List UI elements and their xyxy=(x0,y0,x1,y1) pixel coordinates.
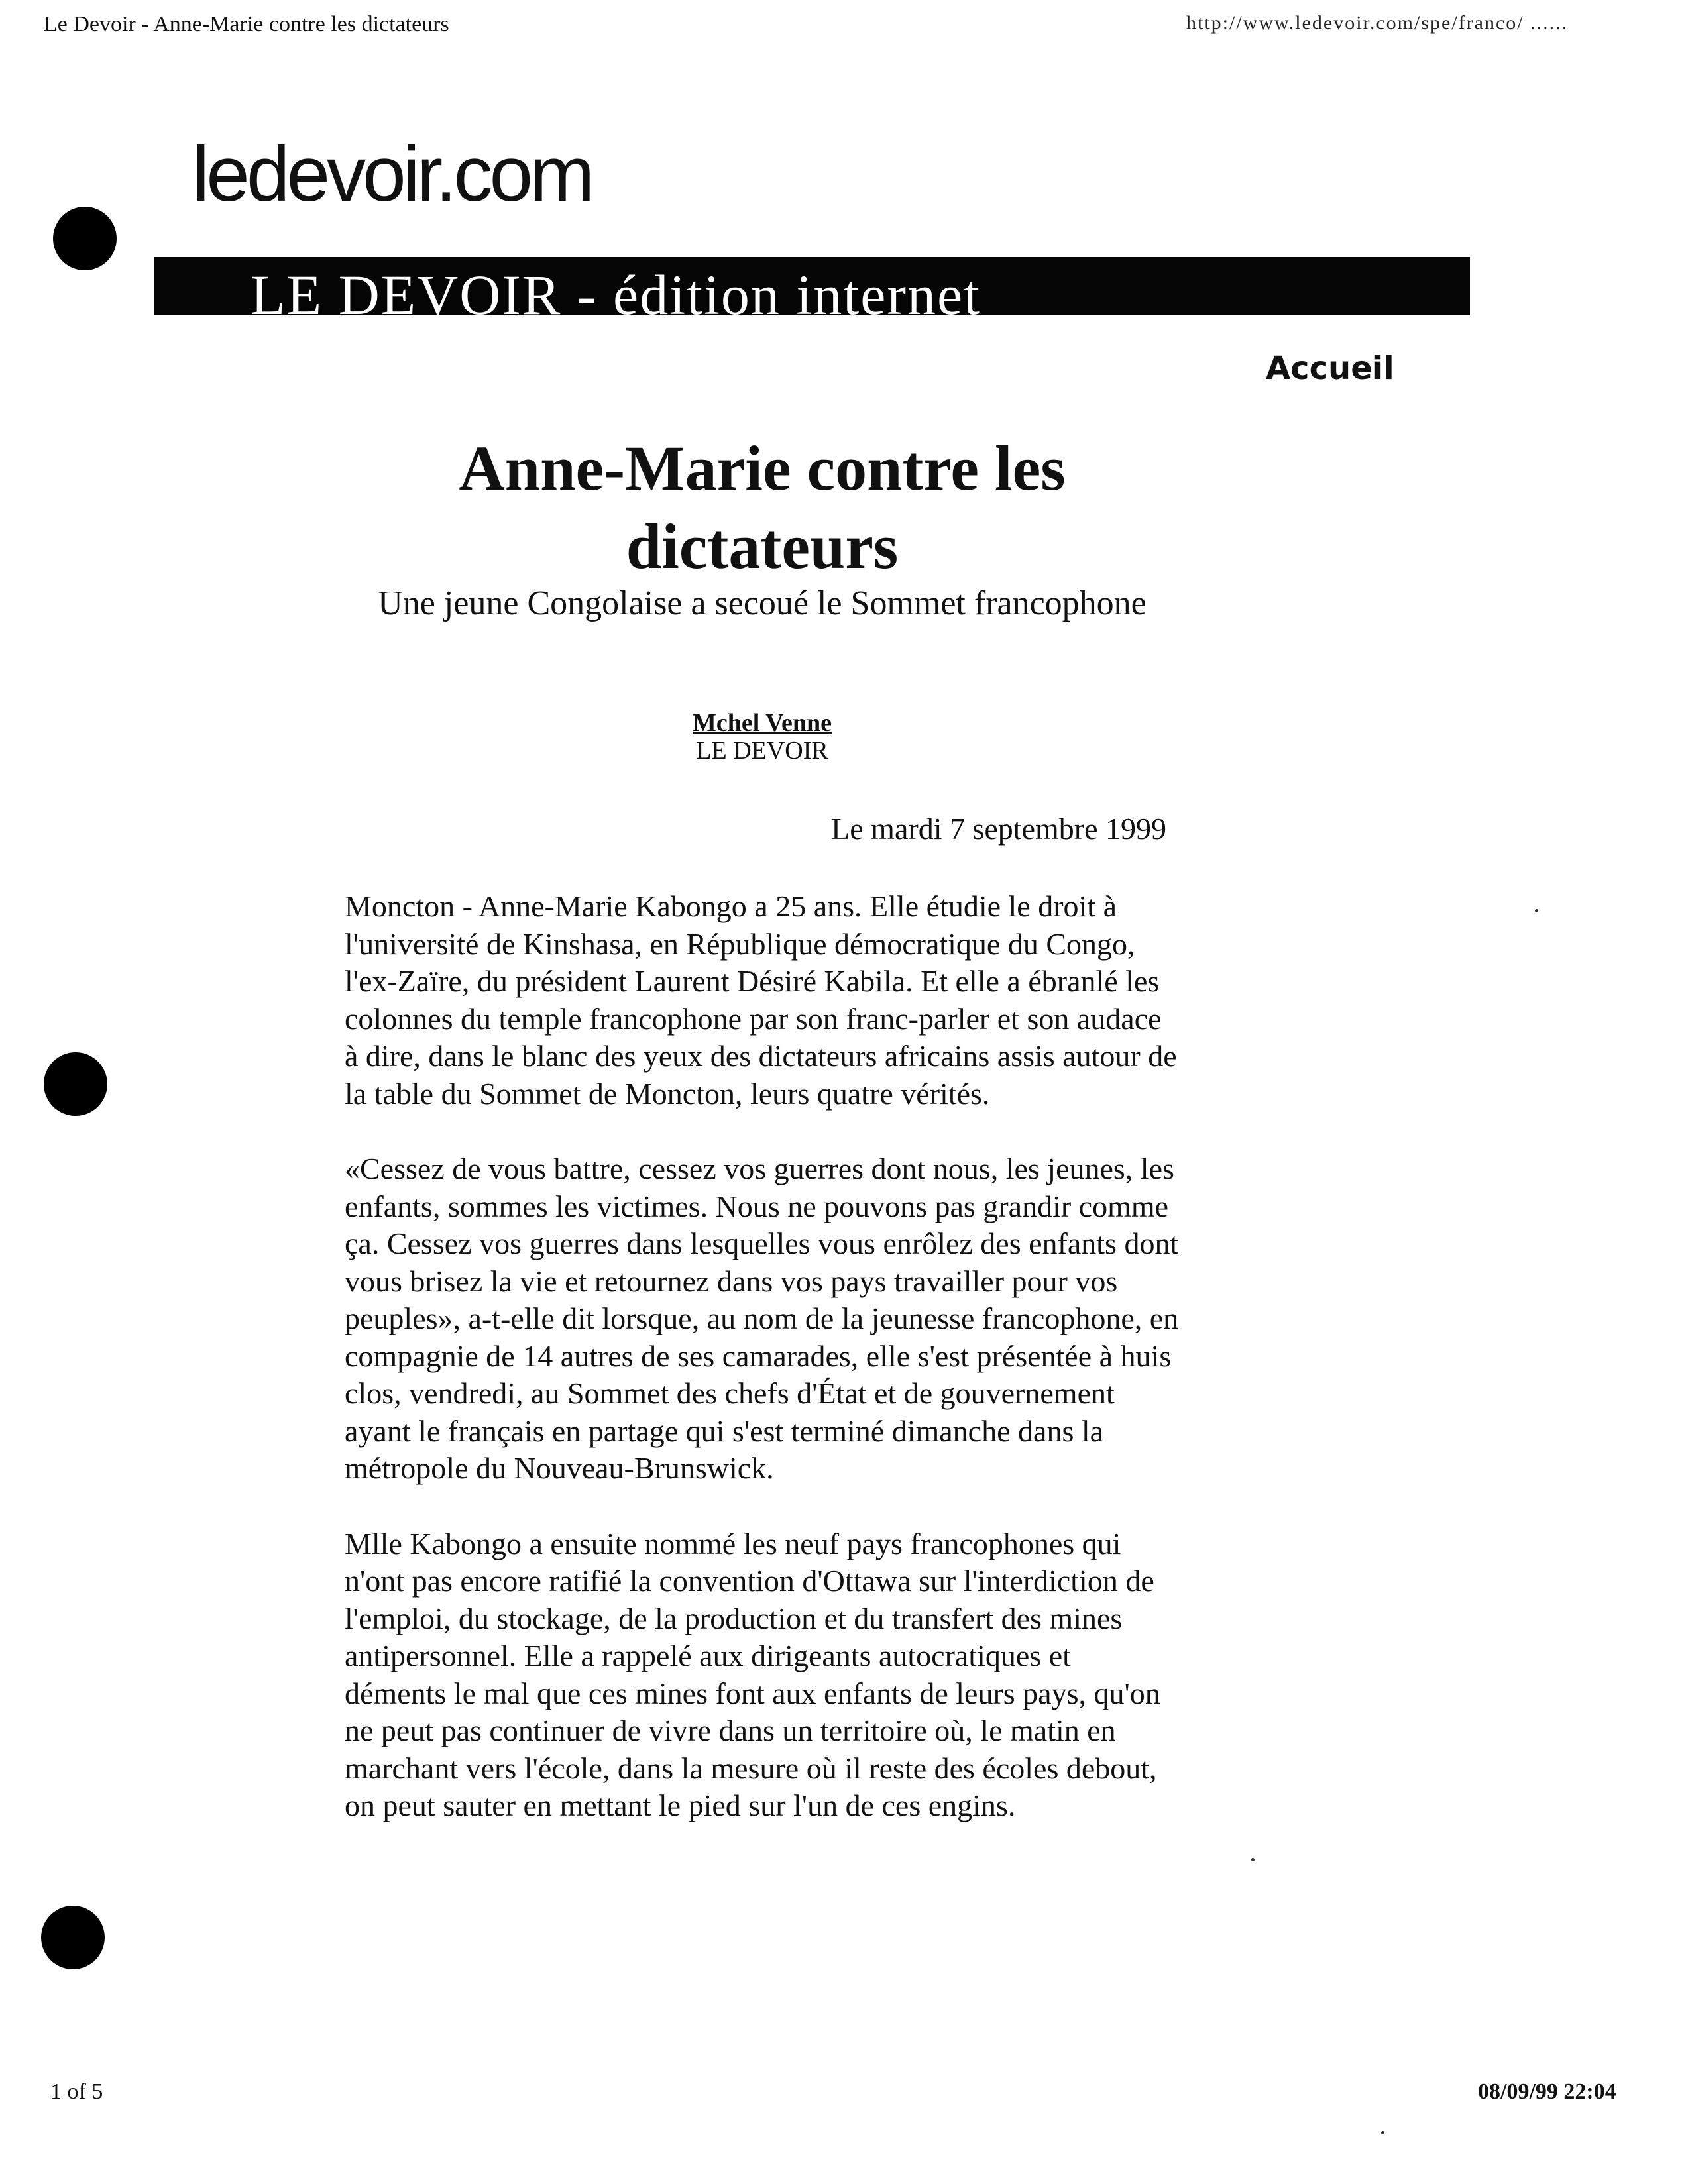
article-date: Le mardi 7 septembre 1999 xyxy=(831,812,1166,846)
print-header-url: http://www.ledevoir.com/spe/franco/ ...... xyxy=(1186,12,1569,34)
article-headline: Anne-Marie contre les dictateurs xyxy=(459,433,1066,582)
author-link[interactable]: Mchel Venne xyxy=(692,709,832,737)
edition-banner xyxy=(154,257,1470,315)
paragraph: Moncton - Anne-Marie Kabongo a 25 ans. Elle étudie le droit à l'université de Kinshasa, en République démocratique du Congo, l'ex-Zaïre, du président Laurent Désiré Kabila. Et elle a ébranlé les colonnes du temple francophone par son franc-parler et son audace à dire, dans le blanc des yeux des dictateurs africains assis autour de la table du Sommet de Moncton, leurs quatre vérités. xyxy=(345,889,1177,1111)
article-body xyxy=(345,888,1180,1863)
article-subheadline: Une jeune Congolaise a secoué le Sommet francophone xyxy=(378,584,1147,622)
paragraph: «Cessez de vous battre, cessez vos guerres dont nous, les jeunes, les enfants, sommes les victimes. Nous ne pouvons pas grandir comme ça. Cessez vos guerres dans lesquelles vous enrôlez des enfants dont vous brisez la vie et retournez dans vos pays travailler pour vos peuples», a-t-elle dit lorsque, au nom de la jeunesse francophone, en compagnie de 14 autres de ses camarades, elle s'est présentée à huis clos, vendredi, au Sommet des chefs d'État et de gouvernement ayant le français en partage qui s'est terminé dimanche dans la métropole du Nouveau-Brunswick. xyxy=(345,1152,1179,1485)
paragraph: Mlle Kabongo a ensuite nommé les neuf pays francophones qui n'ont pas encore ratifié la convention d'Ottawa sur l'interdiction de l'emploi, du stockage, de la production et du transfert des mines antipersonnel. Elle a rappelé aux dirigeants autocratiques et déments le mal que ces mines font aux enfants de leurs pays, qu'on ne peut pas continuer de vivre dans un territoire où, le matin en marchant vers l'école, dans la mesure où il reste des écoles debout, on peut sauter en mettant le pied sur l'un de ces engins. xyxy=(345,1526,1160,1822)
print-footer-datetime: 08/09/99 22:04 xyxy=(1478,2079,1616,2104)
print-footer-page: 1 of 5 xyxy=(50,2079,103,2104)
print-header-title: Le Devoir - Anne-Marie contre les dictateurs xyxy=(44,12,449,36)
edition-banner-text: LE DEVOIR - édition internet xyxy=(251,263,981,315)
binder-hole-top xyxy=(53,207,117,270)
scan-speck xyxy=(1251,1858,1255,1861)
scan-speck xyxy=(1381,2131,1384,2134)
publication-name: LE DEVOIR xyxy=(696,737,828,765)
binder-hole-middle xyxy=(44,1052,107,1116)
binder-hole-bottom xyxy=(41,1906,105,1969)
home-link[interactable]: Accueil xyxy=(1266,350,1394,387)
site-logo[interactable]: ledevoir.com xyxy=(192,131,592,218)
scan-speck xyxy=(1535,909,1538,912)
byline xyxy=(610,709,915,765)
